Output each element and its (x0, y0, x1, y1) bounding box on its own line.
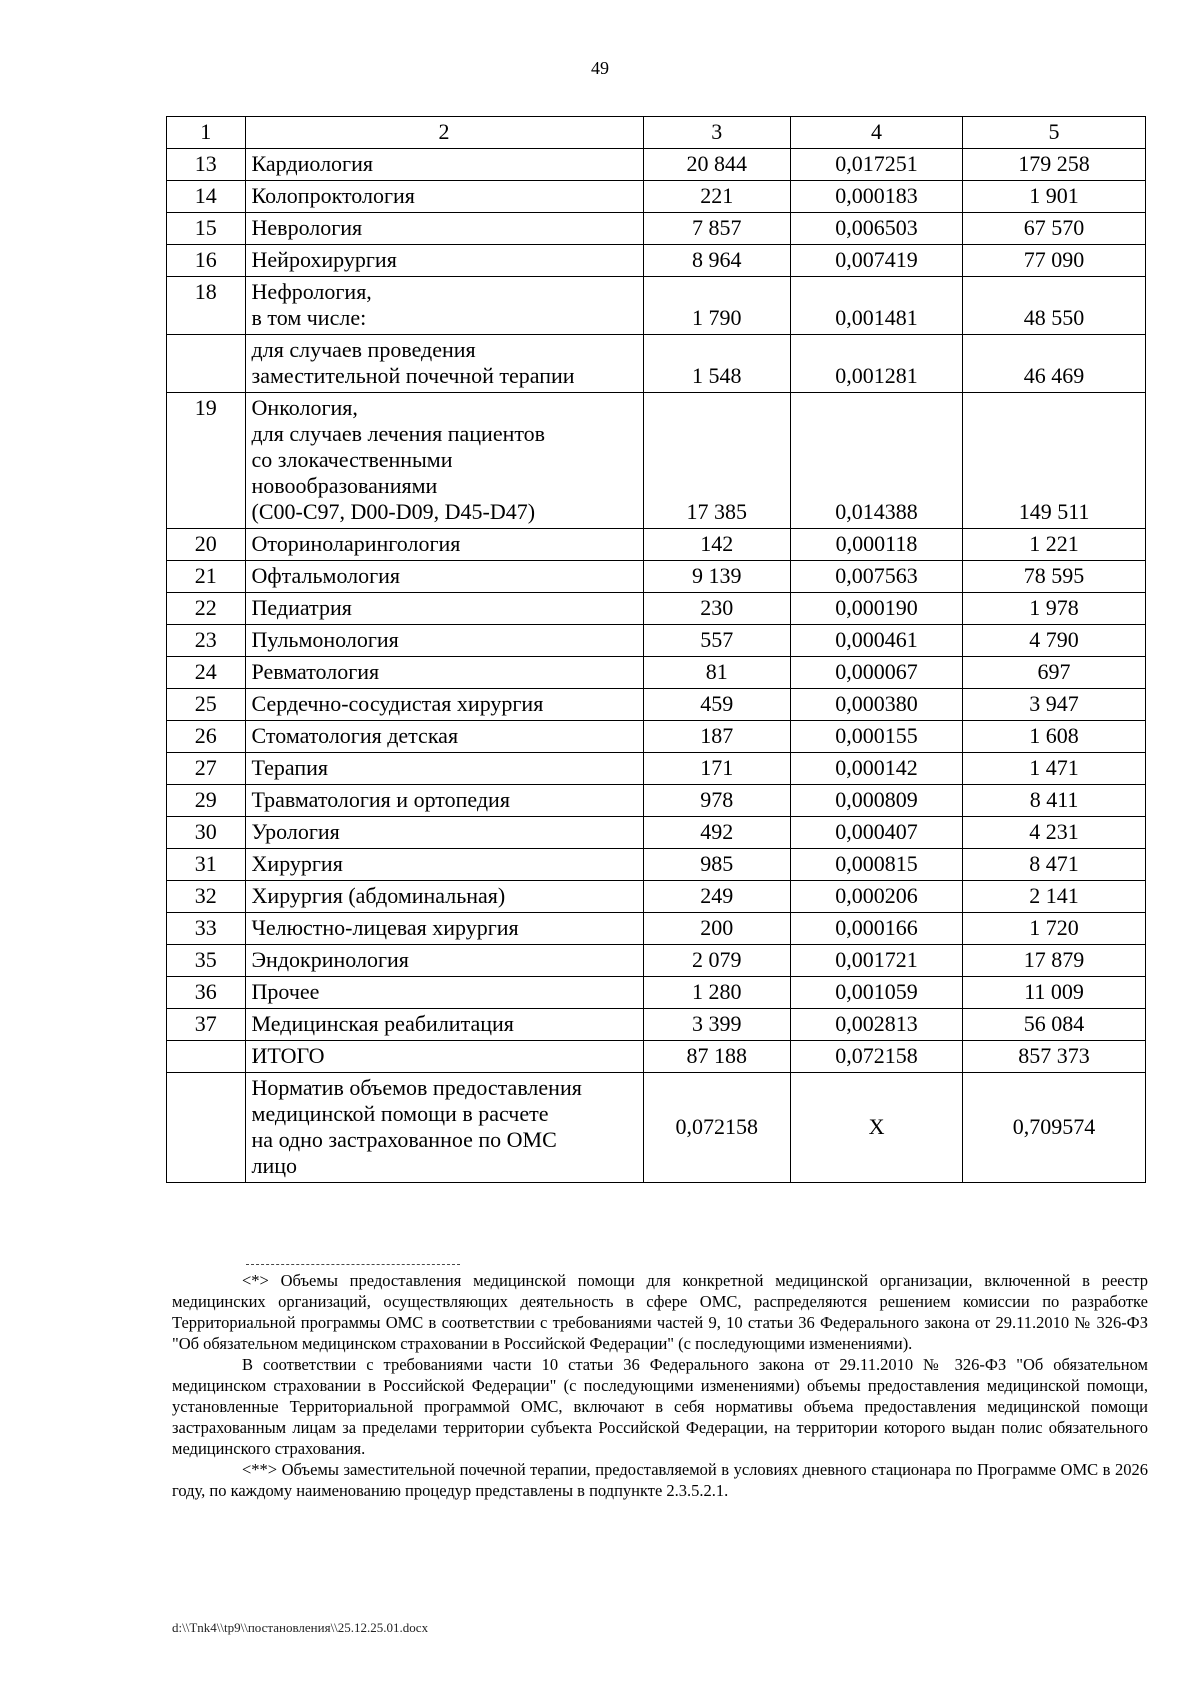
table-row (167, 1041, 1146, 1073)
profile-name-line: (C00-C97, D00-D09, D45-D47) (251, 499, 536, 524)
profile-name-line: ИТОГО (251, 1043, 325, 1068)
row-number-cell: 37 (167, 1009, 246, 1041)
value-cell-col5: 11 009 (963, 977, 1146, 1009)
value-cell-col3: 459 (643, 689, 790, 721)
value-cell-col4: 0,000407 (790, 817, 962, 849)
value-cell-col5: 697 (963, 657, 1146, 689)
table-row (167, 881, 1146, 913)
profile-name-line: медицинской помощи в расчете (251, 1101, 549, 1126)
profile-name-line: Травматология и ортопедия (251, 787, 510, 812)
profile-name-line: Кардиология (251, 151, 373, 176)
table-row (167, 593, 1146, 625)
value-cell-col3: 3 399 (643, 1009, 790, 1041)
value-cell-col5: 77 090 (963, 245, 1146, 277)
profile-name-line: Нефрология, (251, 279, 372, 304)
profile-name-line: Стоматология детская (251, 723, 459, 748)
profile-name-line: Эндокринология (251, 947, 409, 972)
profile-name-line: Нейрохирургия (251, 247, 397, 272)
footnote-2: В соответствии с требованиями части 10 статьи 36 Федерального закона от 29.11.2010 № 326-ФЗ "Об обязательном медицинском страховании в Российской Федерации" (с последующими изменениями) объемы предоставления медицинской помощи, установленные Территориальной программой ОМС, включают в себя нормативы объема предоставления медицинской помощи застрахованным лицам за пределами территории субъекта Российской Федерации, на территории которого выдан полис обязательного медицинского страхования. (172, 1355, 1148, 1458)
value-cell-col4: 0,007563 (790, 561, 962, 593)
value-cell-col4: 0,000206 (790, 881, 962, 913)
row-number-cell: 26 (167, 721, 246, 753)
value-cell-col3: 142 (643, 529, 790, 561)
value-cell-col3: 81 (643, 657, 790, 689)
profile-name-line: со злокачественными (251, 447, 453, 472)
value-cell-col5: 1 901 (963, 181, 1146, 213)
table-row (167, 529, 1146, 561)
profile-name-cell (245, 977, 643, 1009)
profile-name-cell (245, 277, 643, 335)
table-row (167, 753, 1146, 785)
profile-name-cell (245, 849, 643, 881)
row-number-cell: 13 (167, 149, 246, 181)
profile-name-cell (245, 817, 643, 849)
value-cell-col5: 0,709574 (963, 1073, 1146, 1183)
row-number-cell: 36 (167, 977, 246, 1009)
profile-name-cell (245, 181, 643, 213)
row-number-cell (167, 1041, 246, 1073)
table-row (167, 561, 1146, 593)
value-cell-col4: 0,002813 (790, 1009, 962, 1041)
value-cell-col3: 1 790 (643, 277, 790, 335)
value-cell-col4: 0,000142 (790, 753, 962, 785)
header-cell-2: 2 (245, 117, 643, 149)
value-cell-col5: 149 511 (963, 393, 1146, 529)
header-cell-4: 4 (790, 117, 962, 149)
value-cell-col3: 200 (643, 913, 790, 945)
header-cell-3: 3 (643, 117, 790, 149)
profile-name-line: Офтальмология (251, 563, 401, 588)
profile-name-cell (245, 785, 643, 817)
profile-name-line: Челюстно-лицевая хирургия (251, 915, 519, 940)
value-cell-col5: 1 471 (963, 753, 1146, 785)
row-number-cell: 29 (167, 785, 246, 817)
value-cell-col3: 492 (643, 817, 790, 849)
profile-name-cell (245, 721, 643, 753)
profile-name-cell (245, 335, 643, 393)
table-row (167, 817, 1146, 849)
value-cell-col4: 0,000809 (790, 785, 962, 817)
value-cell-col5: 857 373 (963, 1041, 1146, 1073)
value-cell-col4: 0,000380 (790, 689, 962, 721)
profile-name-cell (245, 593, 643, 625)
table-header-row (167, 117, 1146, 149)
table-row (167, 1009, 1146, 1041)
value-cell-col4: 0,000190 (790, 593, 962, 625)
value-cell-col5: 48 550 (963, 277, 1146, 335)
profile-name-cell (245, 689, 643, 721)
row-number-cell: 23 (167, 625, 246, 657)
row-number-cell: 30 (167, 817, 246, 849)
profile-name-cell (245, 393, 643, 529)
value-cell-col3: 171 (643, 753, 790, 785)
value-cell-col3: 249 (643, 881, 790, 913)
table-row (167, 213, 1146, 245)
value-cell-col3: 557 (643, 625, 790, 657)
value-cell-col4: 0,001721 (790, 945, 962, 977)
profile-name-line: для случаев лечения пациентов (251, 421, 546, 446)
row-number-cell: 14 (167, 181, 246, 213)
value-cell-col3: 8 964 (643, 245, 790, 277)
profile-name-line: Онкология, (251, 395, 358, 420)
profile-name-line: Терапия (251, 755, 329, 780)
value-cell-col3: 2 079 (643, 945, 790, 977)
row-number-cell: 25 (167, 689, 246, 721)
header-cell-5: 5 (963, 117, 1146, 149)
footnote-separator (246, 1264, 460, 1265)
profile-name-cell (245, 657, 643, 689)
profile-name-cell (245, 881, 643, 913)
table-row (167, 913, 1146, 945)
value-cell-col5: 8 411 (963, 785, 1146, 817)
value-cell-col3: 0,072158 (643, 1073, 790, 1183)
value-cell-col5: 4 231 (963, 817, 1146, 849)
table-row (167, 625, 1146, 657)
row-number-cell: 24 (167, 657, 246, 689)
table-row (167, 245, 1146, 277)
row-number-cell: 22 (167, 593, 246, 625)
profile-name-cell (245, 213, 643, 245)
row-number-cell: 15 (167, 213, 246, 245)
table-row (167, 1073, 1146, 1183)
profile-name-cell (245, 561, 643, 593)
value-cell-col5: 78 595 (963, 561, 1146, 593)
row-number-cell: 31 (167, 849, 246, 881)
table-row (167, 785, 1146, 817)
value-cell-col5: 17 879 (963, 945, 1146, 977)
profile-name-cell (245, 913, 643, 945)
row-number-cell (167, 335, 246, 393)
value-cell-col3: 221 (643, 181, 790, 213)
page-number: 49 (591, 58, 609, 78)
value-cell-col4: 0,007419 (790, 245, 962, 277)
profile-name-line: заместительной почечной терапии (251, 363, 575, 388)
table-row (167, 335, 1146, 393)
footnote-3: <**> Объемы заместительной почечной терапии, предоставляемой в условиях дневного стационара по Программе ОМС в 2026 году, по каждому наименованию процедур представлены в подпункте 2.3.5.2.1. (172, 1460, 1148, 1500)
profile-name-cell (245, 1041, 643, 1073)
profile-name-line: Неврология (251, 215, 363, 240)
value-cell-col5: 56 084 (963, 1009, 1146, 1041)
value-cell-col5: 4 790 (963, 625, 1146, 657)
profile-name-cell (245, 1009, 643, 1041)
profile-name-line: Пульмонология (251, 627, 399, 652)
row-number-cell: 35 (167, 945, 246, 977)
profile-name-line: Оториноларингология (251, 531, 461, 556)
value-cell-col5: 179 258 (963, 149, 1146, 181)
value-cell-col5: 1 978 (963, 593, 1146, 625)
table-row (167, 181, 1146, 213)
value-cell-col4: 0,000155 (790, 721, 962, 753)
value-cell-col4: 0,001481 (790, 277, 962, 335)
profile-name-cell (245, 625, 643, 657)
value-cell-col3: 87 188 (643, 1041, 790, 1073)
profile-name-cell (245, 1073, 643, 1183)
value-cell-col3: 985 (643, 849, 790, 881)
value-cell-col5: 67 570 (963, 213, 1146, 245)
value-cell-col4: 0,000461 (790, 625, 962, 657)
value-cell-col4: 0,014388 (790, 393, 962, 529)
value-cell-col4: 0,072158 (790, 1041, 962, 1073)
profile-name-cell (245, 245, 643, 277)
value-cell-col5: 2 141 (963, 881, 1146, 913)
table-body (167, 117, 1146, 1183)
value-cell-col3: 20 844 (643, 149, 790, 181)
value-cell-col4: 0,000118 (790, 529, 962, 561)
value-cell-col3: 187 (643, 721, 790, 753)
value-cell-col4: 0,001281 (790, 335, 962, 393)
value-cell-col5: 3 947 (963, 689, 1146, 721)
profile-name-cell (245, 149, 643, 181)
value-cell-col3: 9 139 (643, 561, 790, 593)
table-row (167, 945, 1146, 977)
table-row (167, 977, 1146, 1009)
table-row (167, 149, 1146, 181)
value-cell-col3: 1 548 (643, 335, 790, 393)
table-row (167, 689, 1146, 721)
profile-name-line: Хирургия (абдоминальная) (251, 883, 506, 908)
value-cell-col5: 8 471 (963, 849, 1146, 881)
volumes-table (166, 116, 1146, 1183)
value-cell-col4: 0,017251 (790, 149, 962, 181)
profile-name-line: новообразованиями (251, 473, 438, 498)
row-number-cell: 18 (167, 277, 246, 335)
profile-name-line: Прочее (251, 979, 320, 1004)
value-cell-col5: 46 469 (963, 335, 1146, 393)
value-cell-col4: 0,000067 (790, 657, 962, 689)
profile-name-line: Педиатрия (251, 595, 352, 620)
value-cell-col5: 1 608 (963, 721, 1146, 753)
row-number-cell (167, 1073, 246, 1183)
row-number-cell: 33 (167, 913, 246, 945)
profile-name-cell (245, 529, 643, 561)
header-cell-1: 1 (167, 117, 246, 149)
value-cell-col3: 978 (643, 785, 790, 817)
file-path: d:\\Tnk4\\tp9\\постановления\\25.12.25.01.docx (172, 1620, 429, 1635)
profile-name-cell (245, 753, 643, 785)
profile-name-line: Ревматология (251, 659, 380, 684)
row-number-cell: 20 (167, 529, 246, 561)
profile-name-line: Сердечно-сосудистая хирургия (251, 691, 544, 716)
row-number-cell: 16 (167, 245, 246, 277)
value-cell-col4: 0,000815 (790, 849, 962, 881)
row-number-cell: 19 (167, 393, 246, 529)
profile-name-line: Норматив объемов предоставления (251, 1075, 582, 1100)
value-cell-col4: 0,000166 (790, 913, 962, 945)
value-cell-col3: 17 385 (643, 393, 790, 529)
value-cell-col4: 0,006503 (790, 213, 962, 245)
table-row (167, 657, 1146, 689)
profile-name-cell (245, 945, 643, 977)
profile-name-line: лицо (251, 1153, 298, 1178)
footnote-1: <*> Объемы предоставления медицинской помощи для конкретной медицинской организации, включенной в реестр медицинских организаций, осуществляющих деятельность в сфере ОМС, распределяются решением комиссии по разработке Территориальной программы ОМС в соответствии с требованиями частей 9, 10 статьи 36 Федерального закона от 29.11.2010 № 326-ФЗ "Об обязательном медицинском страховании в Российской Федерации" (с последующими изменениями). (172, 1271, 1148, 1353)
profile-name-line: Хирургия (251, 851, 343, 876)
value-cell-col3: 230 (643, 593, 790, 625)
profile-name-line: Колопроктология (251, 183, 415, 208)
profile-name-line: Медицинская реабилитация (251, 1011, 514, 1036)
profile-name-line: на одно застрахованное по ОМС (251, 1127, 557, 1152)
value-cell-col5: 1 720 (963, 913, 1146, 945)
footnotes (172, 1270, 1148, 1501)
row-number-cell: 27 (167, 753, 246, 785)
value-cell-col4: 0,001059 (790, 977, 962, 1009)
profile-name-line: для случаев проведения (251, 337, 476, 362)
value-cell-col4: X (790, 1073, 962, 1183)
value-cell-col3: 7 857 (643, 213, 790, 245)
value-cell-col5: 1 221 (963, 529, 1146, 561)
row-number-cell: 21 (167, 561, 246, 593)
profile-name-line: Урология (251, 819, 340, 844)
value-cell-col4: 0,000183 (790, 181, 962, 213)
table-row (167, 393, 1146, 529)
table-row (167, 277, 1146, 335)
value-cell-col3: 1 280 (643, 977, 790, 1009)
profile-name-line: в том числе: (251, 305, 367, 330)
row-number-cell: 32 (167, 881, 246, 913)
table-row (167, 849, 1146, 881)
table-row (167, 721, 1146, 753)
